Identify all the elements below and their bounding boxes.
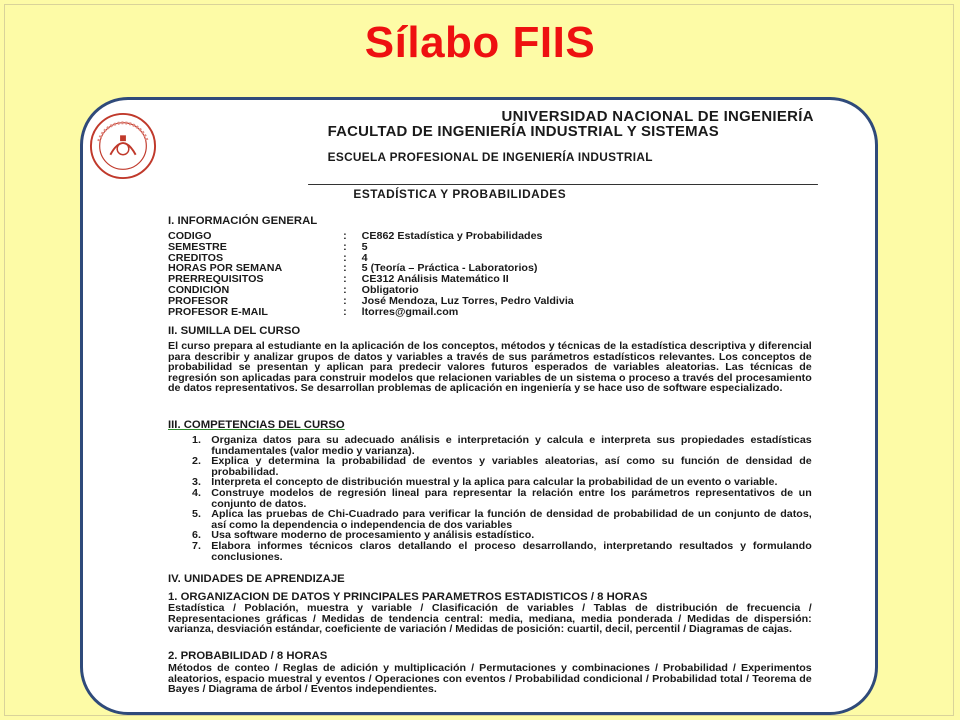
competencia-number: 1. [192,435,201,446]
info-key: HORAS POR SEMANA [168,263,283,275]
competencias-list [168,436,812,563]
info-value: 5 (Teoría – Práctica - Laboratorios) [361,263,538,275]
competencia-item [168,510,812,531]
info-key: CODIGO [168,231,212,242]
sumilla-paragraph: El curso prepara al estudiante en la aplicación de los conceptos, métodos y técnicas de la estadística descriptiva y diferencial para describir y analizar grupos de datos y variables a través de sus parámetros estadísticos relevantes. Los conceptos de probabilidad se presentan y aplican para predecir valores futuros esperados de variables aleatorias. Las técnicas de regresión son aplicadas para construir modelos que relacionen variables de un sistema o proceso a través del procesamiento de datos representativos. Se desarrollan problemas de aplicación en ingeniería y se hace uso de software especializado. [168,341,812,395]
info-row [168,243,807,254]
school-name: ESCUELA PROFESIONAL DE INGENIERÍA INDUSTRIAL [327,152,653,164]
info-colon: : [343,274,347,286]
info-value: 4 [361,252,368,264]
competencia-number: 3. [192,477,201,489]
unit2-heading: 2. PROBABILIDAD / 8 HORAS [168,650,328,662]
competencia-number: 5. [192,509,201,521]
info-value: CE862 Estadística y Probabilidades [361,231,543,242]
info-value: Obligatorio [361,284,419,296]
competencia-number: 6. [192,530,201,542]
info-value: José Mendoza, Luz Torres, Pedro Valdivia [361,295,574,307]
info-row [168,275,807,286]
competencia-item [168,542,812,563]
university-seal-logo [89,112,157,180]
info-key: CREDITOS [168,252,224,264]
unit2-text: Métodos de conteo / Reglas de adición y multiplicación / Permutaciones y combinaciones / Probabilidad / Experimentos aleatorios, espacio muestral y eventos / Operaciones con eventos / Probabilidad condicional / Probabilidad total / Teorema de Bayes / Diagrama de árbol / Eventos independientes. [168,663,812,696]
section-competencias-heading: III. COMPETENCIAS DEL CURSO [168,419,345,431]
competencia-text: Aplica las pruebas de Chi-Cuadrado para verificar la función de densidad de probabilidad de un conjunto de datos, así como la dependencia o independencia de dos variables [211,509,812,531]
competencia-text: Organiza datos para su adecuado análisis e interpretación y calcula e interpreta sus propiedades estadísticas fundamentales (valor medio y varianza). [211,435,812,457]
competencia-text: Explica y determina la probabilidad de eventos y variables aleatorias, así como su función de densidad de probabilidad. [211,456,812,478]
header-rule [308,184,818,185]
competencia-text: Elabora informes técnicos claros detallando el proceso desarrollando, interpretando resultados y formulando conclusiones. [211,540,812,563]
competencia-item [168,436,812,457]
competencia-item [168,457,812,478]
info-value: ltorres@gmail.com [361,306,459,318]
document-header [328,110,822,165]
info-colon: : [343,241,347,253]
competencia-text: Usa software moderno de procesamiento y análisis estadístico. [211,530,535,542]
university-name: UNIVERSIDAD NACIONAL DE INGENIERÍA [501,109,814,125]
info-key: PROFESOR [168,295,229,307]
section-general-info-heading: I. INFORMACIÓN GENERAL [168,215,318,227]
info-row [168,232,807,243]
info-row [168,308,807,319]
info-key: SEMESTRE [168,241,227,253]
section-sumilla-heading: II. SUMILLA DEL CURSO [168,325,301,337]
syllabus-document-card [80,97,878,715]
info-row [168,297,807,308]
info-colon: : [343,263,347,275]
info-colon: : [343,295,347,307]
info-value: 5 [361,241,368,253]
unit1-heading: 1. ORGANIZACION DE DATOS Y PRINCIPALES PARAMETROS ESTADISTICOS / 8 HORAS [168,591,648,603]
info-colon: : [343,306,347,318]
info-key: CONDICION [168,284,230,296]
info-colon: : [343,284,347,296]
info-key: PROFESOR E-MAIL [168,306,268,318]
info-value: CE312 Análisis Matemático II [361,274,509,286]
section-unidades-heading: IV. UNIDADES DE APRENDIZAJE [168,573,345,585]
course-title: ESTADÍSTICA Y PROBABILIDADES [353,189,567,201]
general-info-table [168,232,807,318]
competencia-text: Construye modelos de regresión lineal para representar la relación entre los parámetros representativos de un conjunto de datos. [211,487,812,510]
info-colon: : [343,252,347,264]
competencia-number: 4. [192,487,201,499]
competencia-number: 7. [192,540,201,552]
competencia-number: 2. [192,456,201,468]
slide-title: Sílabo FIIS [364,18,596,67]
info-colon: : [343,231,347,242]
info-key: PRERREQUISITOS [168,274,264,286]
competencia-item [168,489,812,510]
unit1-text: Estadística / Población, muestra y variable / Clasificación de variables / Tablas de distribución de frecuencia / Representaciones gráficas / Medidas de tendencia central: media, mediana, media ponderada / Medidas de dispersión: varianza, desviación estándar, coeficiente de variación / Medidas de posición: cuartil, decil, percentil / Diagramas de cajas. [168,603,812,636]
competencia-text: Interpreta el concepto de distribución muestral y la aplica para calcular la probabilidad de un evento o variable. [211,477,778,489]
faculty-name: FACULTAD DE INGENIERÍA INDUSTRIAL Y SISTEMAS [327,124,719,140]
